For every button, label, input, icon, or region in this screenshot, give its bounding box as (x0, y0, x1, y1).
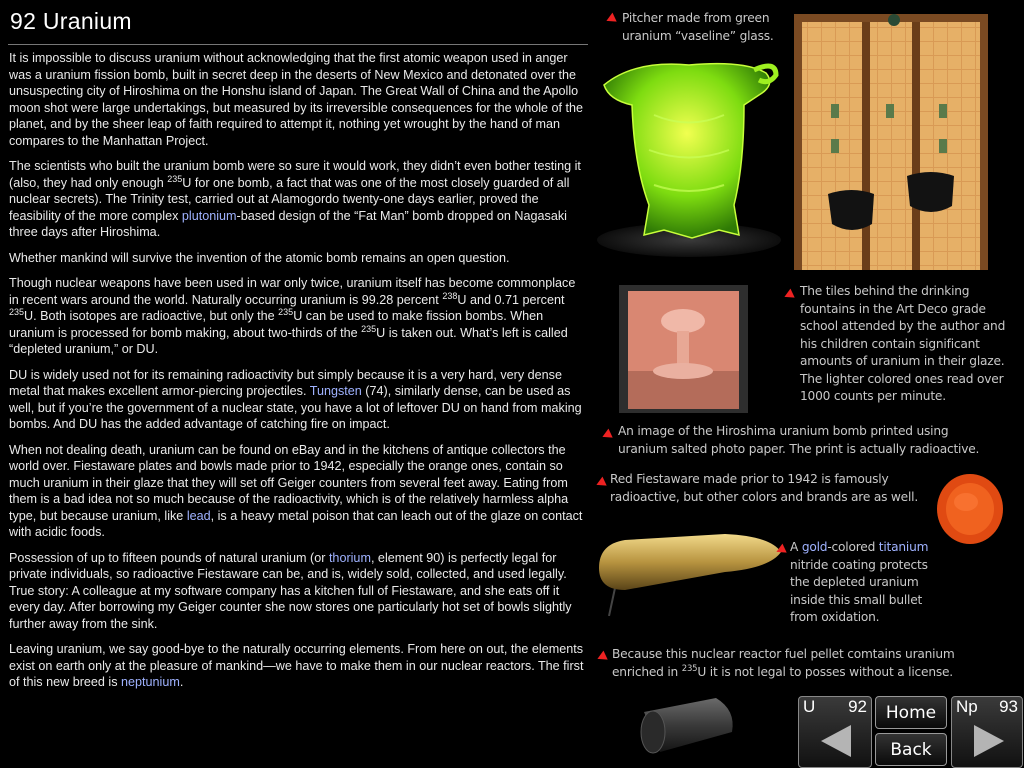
text: The scientists who built the uranium bomb were so sure it would work, they didn’t even bother testing it (also, they had only enough (9, 159, 581, 190)
text: Leaving uranium, we say good-bye to the naturally occurring elements. From here on out, the elements exist on earth only at the pleasure of mankind—we have to make them in our nuclear reactors. The first of this new breed is (9, 642, 584, 689)
next-element-tile[interactable] (951, 696, 1023, 768)
text: Because this nuclear reactor fuel pellet comtains uranium enriched in (612, 647, 955, 679)
text: U can be used to make fission bombs. When uranium is processed for bomb making, about two-thirds of the (9, 309, 544, 340)
uranium-glass-pitcher-image[interactable] (594, 55, 784, 260)
text: DU is widely used not for its remaining radioactivity but simply because it is a very hard, very dense metal that makes excellent armor-piercing projectiles. (9, 367, 562, 398)
caption-arrow-icon (782, 289, 794, 302)
text: Possession of up to fifteen pounds of natural uranium (or (9, 550, 329, 565)
gold-link[interactable]: gold (801, 540, 828, 554)
caption-arrow-icon (600, 429, 612, 442)
uranium-glazed-tiles-image[interactable] (794, 14, 988, 270)
fiestaware-caption: Red Fiestaware made prior to 1942 is famously radioactive, but other colors and brands are as well. (610, 472, 919, 504)
paragraph-8 (9, 641, 587, 691)
hiroshima-print-image[interactable] (619, 285, 748, 413)
paragraph-5 (9, 367, 587, 433)
prev-element-number: 92 (848, 697, 867, 716)
hiroshima-caption: An image of the Hiroshima uranium bomb printed using uranium salted photo paper. The print is actually radioactive. (618, 424, 980, 456)
text: U it is not legal to posses without a license. (697, 664, 953, 679)
text: U is taken out. What’s left is called “depleted uranium,” or DU. (9, 325, 568, 356)
prev-element-symbol: U (803, 697, 816, 716)
lead-link[interactable]: lead (186, 508, 211, 523)
paragraph-1: It is impossible to discuss uranium without acknowledging that the first atomic weapon used in anger was a uranium fission bomb, built in secret deep in the deserts of New Mexico and detonated over the unsuspecting city of Hiroshima on the Honshu island of Japan. The Great Wall of China and the Apollo moon shot were large undertakings, but measured by its irreversible consequences for the whole of the planet, and by the sheer leap of faith required to attempt it, nothing yet wrought by the hand of man compares to the Manhattan Project. (9, 51, 584, 148)
superscript: 235 (167, 173, 183, 184)
text: Though nuclear weapons have been used in war only twice, uranium itself has become commonplace in recent wars around the world. Naturally occurring uranium is 99.28 percent (9, 276, 576, 307)
superscript: 235 (361, 323, 377, 334)
next-element-number: 93 (999, 697, 1018, 716)
titanium-link[interactable]: titanium (878, 540, 929, 554)
superscript: 235 (9, 306, 25, 317)
text: U. Both isotopes are radioactive, but only the (24, 309, 279, 323)
superscript: 235 (278, 306, 294, 317)
text: A (790, 540, 802, 554)
text: . (179, 675, 184, 689)
paragraph-3: Whether mankind will survive the invention of the atomic bomb remains an open question. (9, 250, 510, 265)
text: nitride coating protects the depleted uranium inside this small bullet from oxidation. (790, 557, 928, 624)
right-arrow-icon (970, 723, 1008, 759)
text: U and 0.71 percent (457, 292, 565, 307)
home-button[interactable]: Home (875, 696, 947, 729)
text: -based design of the “Fat Man” bomb dropped on Nagasaki three days after Hiroshima. (9, 208, 567, 239)
caption-arrow-icon (595, 651, 607, 664)
prev-element-tile[interactable] (798, 696, 872, 768)
neptunium-link[interactable]: neptunium (121, 675, 180, 689)
pitcher-caption: Pitcher made from green uranium “vaseline” glass. (622, 11, 774, 43)
tiles-caption: The tiles behind the drinking fountains in the Art Deco grade school attended by the author and his children contain significant amounts of uranium in their glaze. The lighter colored ones read over 1000 counts per minute. (800, 284, 1006, 403)
thorium-link[interactable]: thorium (328, 550, 371, 565)
fuel-pellet-caption (612, 646, 972, 681)
text: , is a heavy metal poison that can leach out of the glaze on contact with acidic foods. (9, 508, 583, 539)
fiestaware-bowl-image[interactable] (936, 472, 1004, 546)
paragraph-7 (9, 550, 587, 633)
text: U for one bomb, a fact that was one of the most closely guarded of all nuclear secrets). The Trinity test, carried out at Alamogordo twenty-one days earlier, proved the feasibility of the more complex (9, 175, 570, 223)
title-divider (8, 44, 588, 45)
text: (74), similarly dense, can be used as well, but if you’re the government of a nuclear state, you have a lot of leftover DU on hand from making bombs. And DU has the added advantage of catching fire on impact. (9, 384, 582, 431)
paragraph-2 (9, 158, 587, 241)
fuel-pellet-image[interactable] (636, 690, 740, 764)
next-element-symbol: Np (956, 697, 978, 716)
tungsten-link[interactable]: Tungsten (309, 384, 362, 398)
paragraph-4 (9, 275, 587, 358)
text: When not dealing death, uranium can be found on eBay and in the kitchens of antique collectors the world over. Fiestaware plates and bowls made prior to 1942, especially the orange ones, contain so much uranium in their glaze that they will set off Geiger counters from several feet away. Eating from them is a bad idea not so much because of the radioactivity, which is of the relatively harmless alpha type, but because uranium, like (9, 442, 569, 523)
bullet-caption (790, 539, 950, 627)
paragraph-6 (9, 442, 587, 541)
text: , element 90) is perfectly legal for private individuals, so radioactive Fiestaware can be, and is, widely sold, collected, and used legally. True story: A colleague at my software company has a kitchen full of Fiestaware, and she eats off it every day. After borrowing my Geiger counter she now stores one particularly hot set of bowls slightly further away from the sink. (9, 550, 572, 631)
left-arrow-icon (817, 723, 855, 759)
back-button[interactable]: Back (875, 733, 947, 766)
page-title: 92 Uranium (10, 8, 132, 34)
caption-arrow-icon (604, 13, 616, 26)
superscript: 235 (681, 663, 698, 674)
superscript: 238 (442, 290, 458, 301)
du-bullet-image[interactable] (595, 528, 785, 616)
article-text (9, 50, 587, 700)
plutonium-link[interactable]: plutonium (181, 208, 237, 223)
text: -colored (827, 540, 879, 554)
caption-arrow-icon (594, 477, 606, 490)
